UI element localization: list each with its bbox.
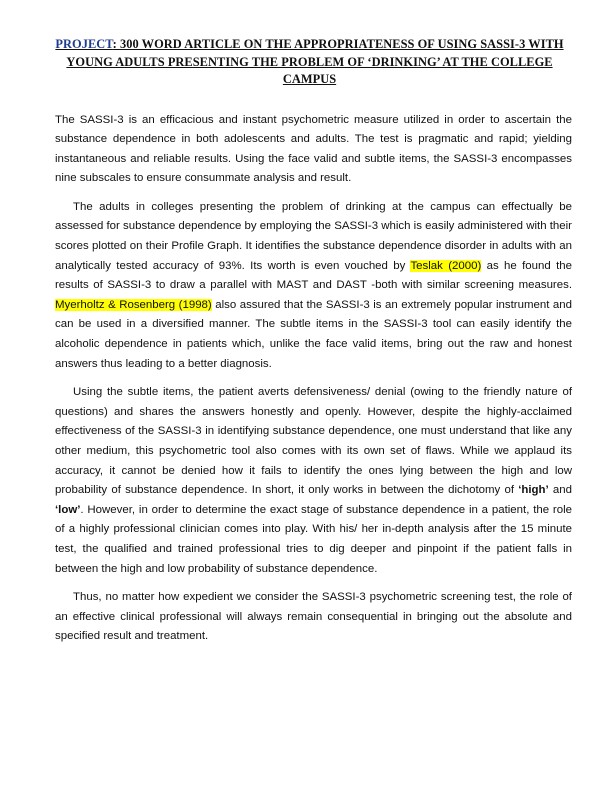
citation-myerholtz-rosenberg: Myerholtz & Rosenberg (1998) bbox=[55, 298, 212, 311]
paragraph-3-text-a: Using the subtle items, the patient averts defensiveness/ denial (owing to the friendly nature of questions) and shares the answers honestly and openly. However, despite the highly-acclaimed effectiveness of the SASSI-3 in identifying substance dependence, one must understand that like any other medium, this psychometric tool also comes with its own set of flaws. While we applaud its accuracy, it cannot be denied how it fails to identify the ones lying between the high and low probability of substance dependence. In short, it only works in between the dichotomy of bbox=[55, 386, 572, 497]
paragraph-3-text-c: . However, in order to determine the exact stage of substance dependence in a patient, the role of a highly professional clinician comes into play. With his/ her in-depth analysis after the 15 minute test, the qualified and trained professional tries to dig deeper and pinpoint if the patient falls in between the high and low probability of substance dependence. bbox=[55, 503, 572, 575]
paragraph-2-text-b: as he found the results of SASSI-3 to draw a parallel with MAST and DAST -both with similar screening measures. bbox=[55, 259, 572, 292]
citation-teslak: Teslak (2000) bbox=[410, 259, 482, 272]
bold-low: ‘low’ bbox=[55, 503, 81, 516]
document-title bbox=[41, 36, 578, 89]
project-label: PROJECT bbox=[55, 37, 113, 51]
paragraph-1: The SASSI-3 is an efficacious and instant psychometric measure utilized in order to ascertain the substance dependence in both adolescents and adults. The test is pragmatic and rapid; yielding instantaneous and reliable results. Using the face valid and subtle items, the SASSI-3 encompasses nine subscales to ensure consummate analysis and result. bbox=[55, 113, 572, 185]
bold-high: ‘high’ bbox=[518, 484, 549, 497]
paragraph-4: Thus, no matter how expedient we consider the SASSI-3 psychometric screening test, the role of an effective clinical professional will always remain consequential in bringing out the absolute and specified result and treatment. bbox=[55, 591, 572, 643]
paragraph-3 bbox=[55, 383, 572, 579]
paragraph-3-text-b: and bbox=[548, 484, 572, 497]
paragraph-2-text-c: also assured that the SASSI-3 is an extremely popular instrument and can be used in a diversified manner. The subtle items in the SASSI-3 tool can easily identify the alcoholic dependence in patients which, unlike the face valid items, bring out the raw and honest answers thus leading to a better diagnosis. bbox=[55, 298, 572, 370]
paragraph-2 bbox=[55, 198, 572, 374]
paragraph-2-text-a: The adults in colleges presenting the problem of drinking at the campus can effectually be assessed for substance dependence by employing the SASSI-3 which is easily administered with their scores plotted on their Profile Graph. It identifies the substance dependence disorder in adults with an analytically tested accuracy of 93%. Its worth is even vouched by bbox=[55, 200, 572, 272]
article-body bbox=[55, 111, 572, 647]
title-text: : 300 WORD ARTICLE ON THE APPROPRIATENESS OF USING SASSI-3 WITH YOUNG ADULTS PRESENTING THE PROBLEM OF ‘DRINKING’ AT THE COLLEGE CAMPUS bbox=[66, 37, 564, 86]
